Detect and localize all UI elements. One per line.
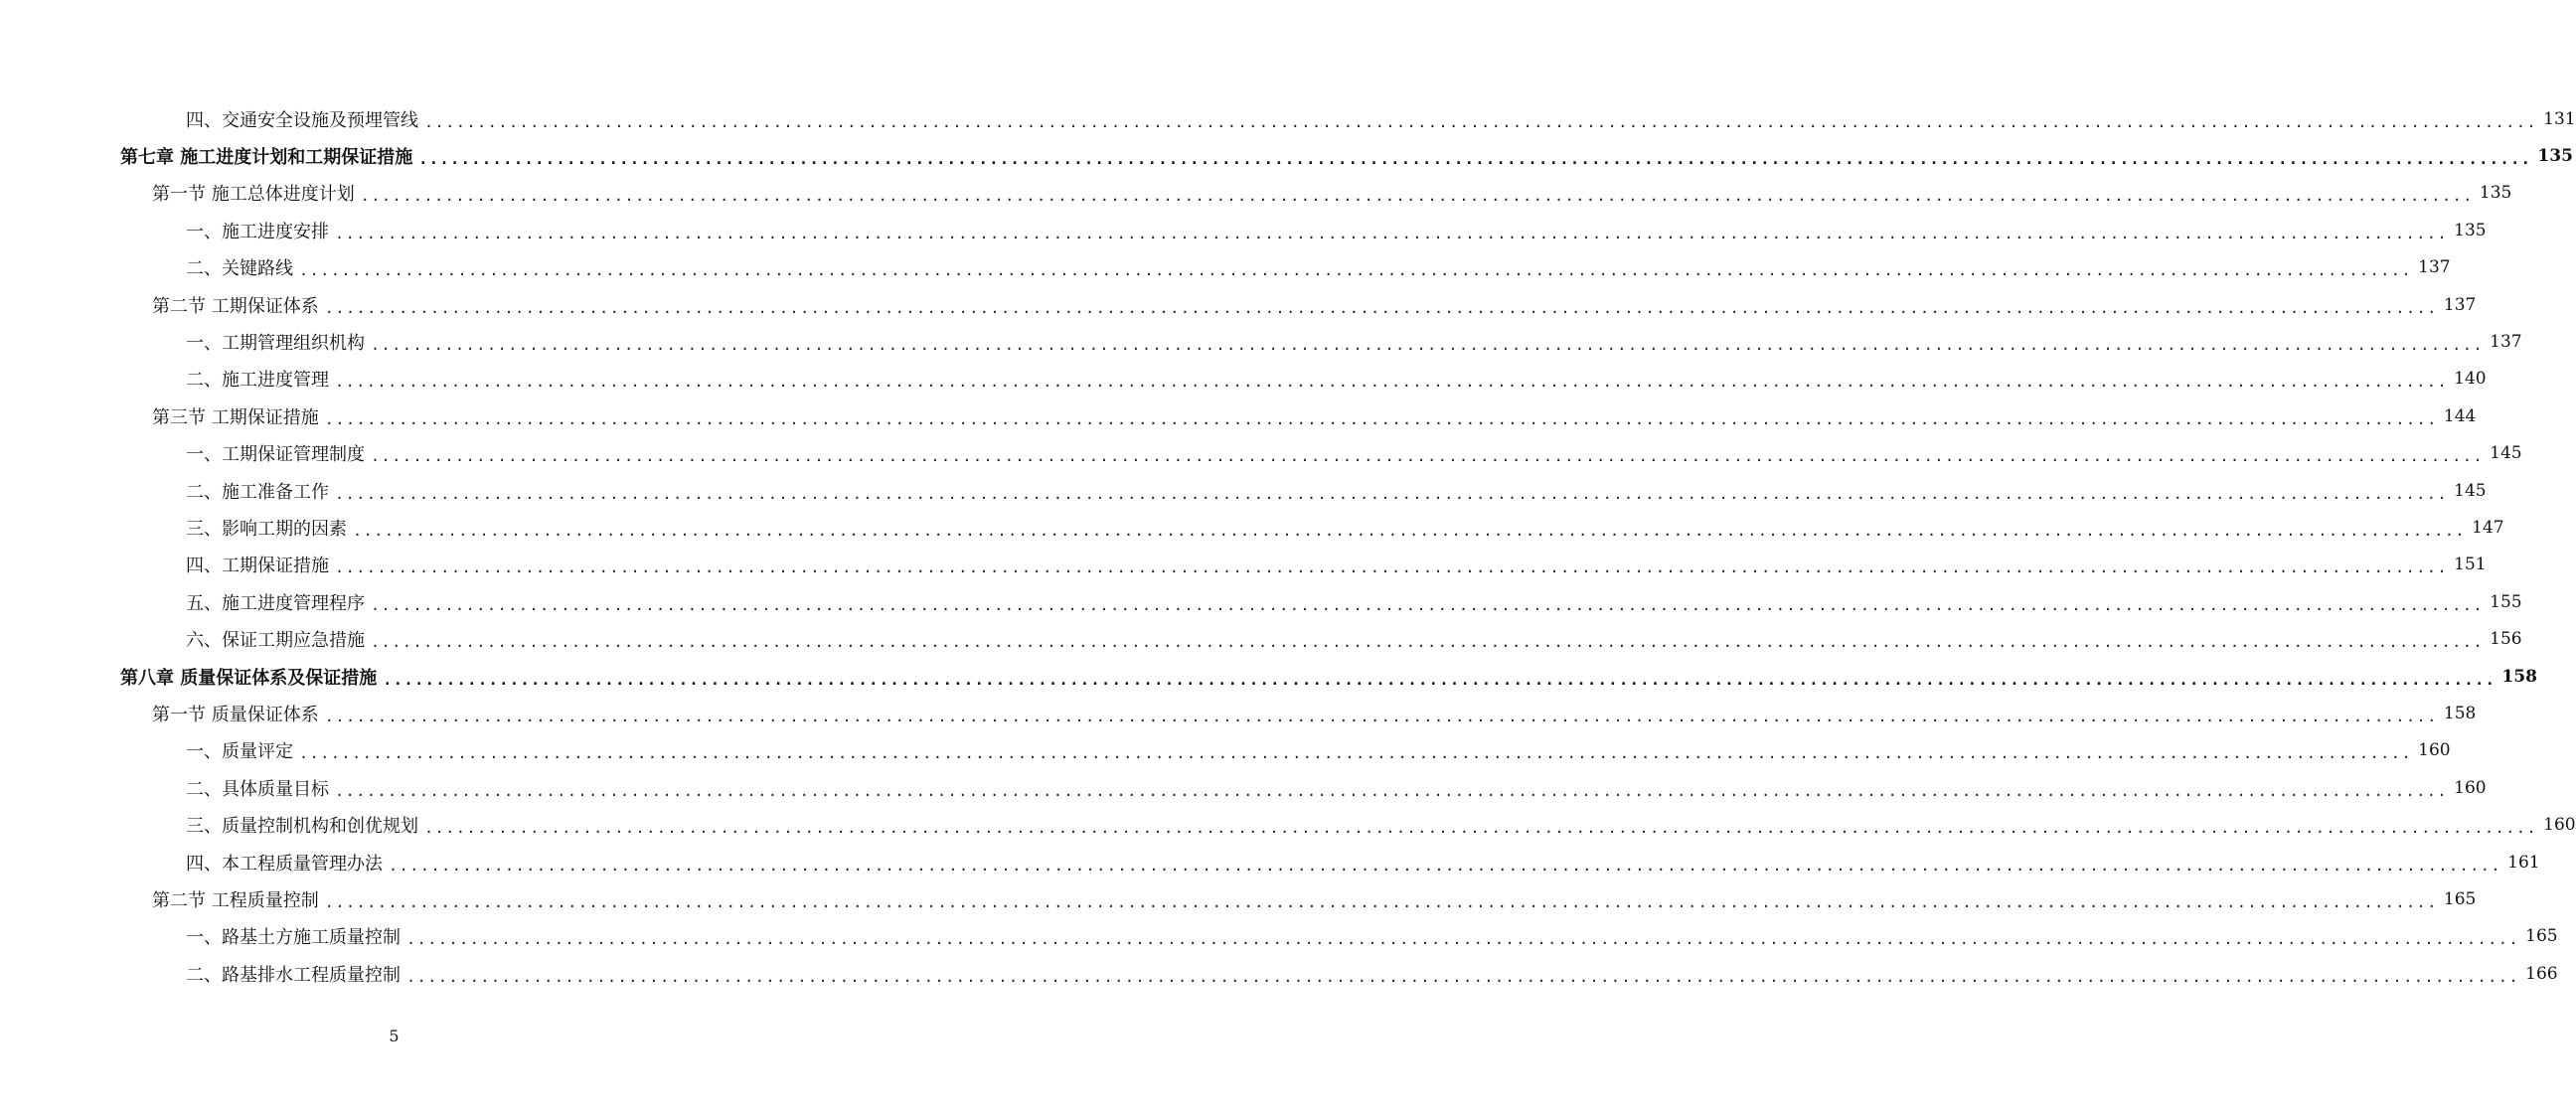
toc-entry-label: 四、交通安全设施及预埋管线 (186, 109, 418, 131)
toc-dot-leader: ........................................................................................................................................................................................................ (299, 261, 2413, 280)
toc-entry-label: 四、工期保证措施 (186, 556, 329, 577)
toc-subsection-entry[interactable] (186, 323, 2522, 360)
toc-dot-leader: ........................................................................................................................................................................................................ (335, 781, 2449, 800)
toc-entry-page: 165 (2443, 888, 2477, 909)
toc-entry-page: 156 (2490, 629, 2522, 650)
toc-section-entry[interactable] (152, 286, 2477, 323)
toc-entry-page: 160 (2454, 777, 2487, 798)
toc-entry-page: 135 (2479, 183, 2512, 204)
toc-entry-label: 二、施工准备工作 (186, 481, 329, 503)
toc-subsection-entry[interactable] (186, 472, 2487, 509)
toc-dot-leader: ........................................................................................................................................................................................................ (424, 112, 2538, 131)
toc-subsection-entry[interactable] (186, 583, 2522, 620)
toc-dot-leader: ........................................................................................................................................................................................................ (324, 892, 2438, 911)
toc-dot-leader: ........................................................................................................................................................................................................ (371, 633, 2485, 652)
toc-entry-page: 166 (2525, 963, 2558, 984)
toc-entry-label: 一、施工进度安排 (186, 221, 329, 242)
toc-dot-leader: ........................................................................................................................................................................................................ (424, 819, 2538, 838)
toc-entry-page: 135 (2537, 145, 2573, 166)
toc-entry-label: 二、施工进度管理 (186, 370, 329, 392)
toc-dot-leader: ........................................................................................................................................................................................................ (406, 967, 2520, 986)
toc-entry-label: 二、具体质量目标 (186, 778, 329, 800)
toc-entry-page: 161 (2507, 852, 2540, 873)
toc-dot-leader: ........................................................................................................................................................................................................ (371, 595, 2485, 614)
toc-subsection-entry[interactable] (186, 844, 2540, 880)
toc-subsection-entry[interactable] (186, 732, 2451, 769)
toc-entry-page: 140 (2454, 369, 2487, 390)
toc-entry-label: 三、质量控制机构和创优规划 (186, 816, 418, 838)
toc-dot-leader: ........................................................................................................................................................................................................ (371, 335, 2485, 354)
toc-entry-label: 第七章 施工进度计划和工期保证措施 (120, 146, 413, 168)
toc-entry-label: 二、关键路线 (186, 258, 293, 280)
toc-subsection-entry[interactable] (186, 547, 2487, 583)
toc-dot-leader: ........................................................................................................................................................................................................ (335, 558, 2449, 577)
toc-section-entry[interactable] (152, 880, 2477, 917)
toc-dot-leader: ........................................................................................................................................................................................................ (335, 373, 2449, 392)
toc-entry-page: 137 (2443, 294, 2477, 315)
toc-entry-page: 145 (2490, 443, 2522, 464)
toc-entry-label: 第一节 质量保证体系 (152, 704, 319, 725)
toc-chapter-entry[interactable] (120, 137, 2573, 174)
toc-entry-label: 六、保证工期应急措施 (186, 630, 365, 652)
toc-dot-leader: ........................................................................................................................................................................................................ (335, 484, 2449, 503)
toc-dot-leader: ........................................................................................................................................................................................................ (299, 744, 2413, 763)
toc-dot-leader: ........................................................................................................................................................................................................ (371, 447, 2485, 466)
toc-subsection-entry[interactable] (186, 212, 2487, 248)
toc-dot-leader: ........................................................................................................................................................................................................ (324, 707, 2438, 725)
toc-entry-label: 第一节 施工总体进度计划 (152, 184, 355, 206)
toc-dot-leader: ........................................................................................................................................................................................................ (360, 187, 2474, 206)
toc-subsection-entry[interactable] (186, 509, 2504, 546)
toc-entry-label: 第二节 工期保证体系 (152, 295, 319, 317)
toc-dot-leader: ........................................................................................................................................................................................................ (324, 298, 2438, 317)
toc-subsection-entry[interactable] (186, 807, 2576, 844)
toc-entry-label: 一、质量评定 (186, 741, 293, 763)
toc-dot-leader: ........................................................................................................................................................................................................ (335, 224, 2449, 242)
toc-entry-label: 三、影响工期的因素 (186, 518, 347, 540)
toc-section-entry[interactable] (152, 398, 2477, 434)
toc-entry-label: 一、路基土方施工质量控制 (186, 927, 401, 949)
toc-entry-label: 一、工期保证管理制度 (186, 444, 365, 466)
toc-entry-page: 158 (2501, 666, 2537, 687)
toc-dot-leader: ........................................................................................................................................................................................................ (324, 409, 2438, 428)
toc-subsection-entry[interactable] (186, 918, 2558, 955)
toc-subsection-entry[interactable] (186, 955, 2558, 992)
toc-section-entry[interactable] (152, 175, 2512, 212)
toc-entry-label: 五、施工进度管理程序 (186, 592, 365, 614)
toc-entry-page: 137 (2490, 331, 2522, 352)
toc-entry-page: 145 (2454, 480, 2487, 501)
toc-chapter-entry[interactable] (120, 658, 2537, 695)
toc-subsection-entry[interactable] (186, 621, 2522, 658)
toc-entry-label: 第八章 质量保证体系及保证措施 (120, 667, 378, 689)
toc-entry-page: 147 (2472, 517, 2504, 538)
toc-entry-page: 155 (2490, 591, 2522, 612)
toc-subsection-entry[interactable] (186, 435, 2522, 472)
toc-entry-label: 第三节 工期保证措施 (152, 406, 319, 428)
toc-entry-page: 144 (2443, 405, 2477, 426)
toc-entry-page: 131 (2543, 108, 2576, 129)
toc-entry-page: 165 (2525, 926, 2558, 947)
page-number: 5 (389, 1027, 400, 1045)
toc-entry-page: 137 (2418, 257, 2451, 278)
toc-entry-page: 151 (2454, 555, 2487, 575)
toc-subsection-entry[interactable] (186, 361, 2487, 398)
toc-subsection-entry[interactable] (186, 249, 2451, 286)
toc-section-entry[interactable] (152, 695, 2477, 731)
toc-dot-leader: ........................................................................................................................................................................................................ (406, 930, 2520, 949)
toc-entry-label: 第二节 工程质量控制 (152, 889, 319, 911)
toc-entry-page: 158 (2443, 703, 2477, 723)
toc-entry-page: 160 (2543, 815, 2576, 836)
toc-dot-leader: ........................................................................................................................................................................................................ (353, 521, 2467, 540)
toc-dot-leader: ........................................................................................................................................................................................................ (389, 856, 2502, 875)
toc-subsection-entry[interactable] (186, 100, 2576, 137)
toc-entry-page: 160 (2418, 740, 2451, 761)
toc-entry-page: 135 (2454, 220, 2487, 240)
toc-dot-leader: ........................................................................................................................................................................................................ (383, 670, 2496, 689)
toc-entry-label: 四、本工程质量管理办法 (186, 853, 383, 875)
toc-dot-leader: ........................................................................................................................................................................................................ (418, 149, 2532, 168)
toc-subsection-entry[interactable] (186, 769, 2487, 806)
toc-entry-label: 二、路基排水工程质量控制 (186, 964, 401, 986)
toc-entry-label: 一、工期管理组织机构 (186, 332, 365, 354)
